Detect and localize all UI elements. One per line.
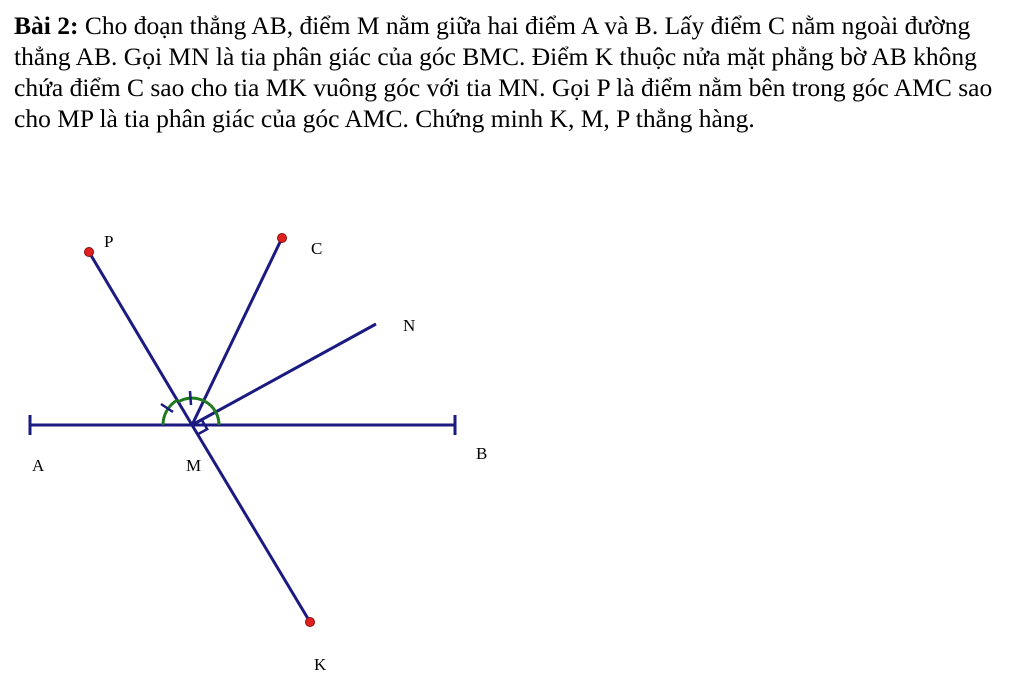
label-b: B — [476, 444, 488, 463]
ray-mc — [192, 238, 282, 425]
label-k: K — [314, 655, 327, 674]
label-p: P — [104, 232, 114, 251]
ray-mn — [192, 324, 376, 425]
ray-mk — [192, 425, 310, 622]
label-m: M — [186, 456, 202, 475]
arc-tick-pmc — [190, 391, 191, 405]
label-n: N — [403, 316, 416, 335]
problem-label: Bài 2: — [14, 11, 79, 40]
label-c: C — [311, 239, 323, 258]
problem-text: Cho đoạn thẳng AB, điểm M nằm giữa hai điểm A và B. Lấy điểm C nằm ngoài đường thẳng AB. Gọi MN là tia phân giác của góc BMC. Điểm K thuộc nửa mặt phẳng bờ AB không chứa điểm C sao cho tia MK vuông góc với tia MN. Gọi P là điểm nằm bên trong góc AMC sao cho MP là tia phân giác của góc AMC. Chứng minh K, M, P thẳng hàng. — [14, 11, 993, 133]
arc-angle-amp — [163, 400, 177, 425]
arc-angle-nmb — [216, 412, 219, 425]
label-a: A — [32, 456, 45, 475]
point-k-dot — [306, 618, 315, 627]
point-c-dot — [278, 234, 287, 243]
arc-angle-cmn — [204, 401, 216, 412]
ray-mp — [89, 252, 192, 425]
point-p-dot — [85, 248, 94, 257]
